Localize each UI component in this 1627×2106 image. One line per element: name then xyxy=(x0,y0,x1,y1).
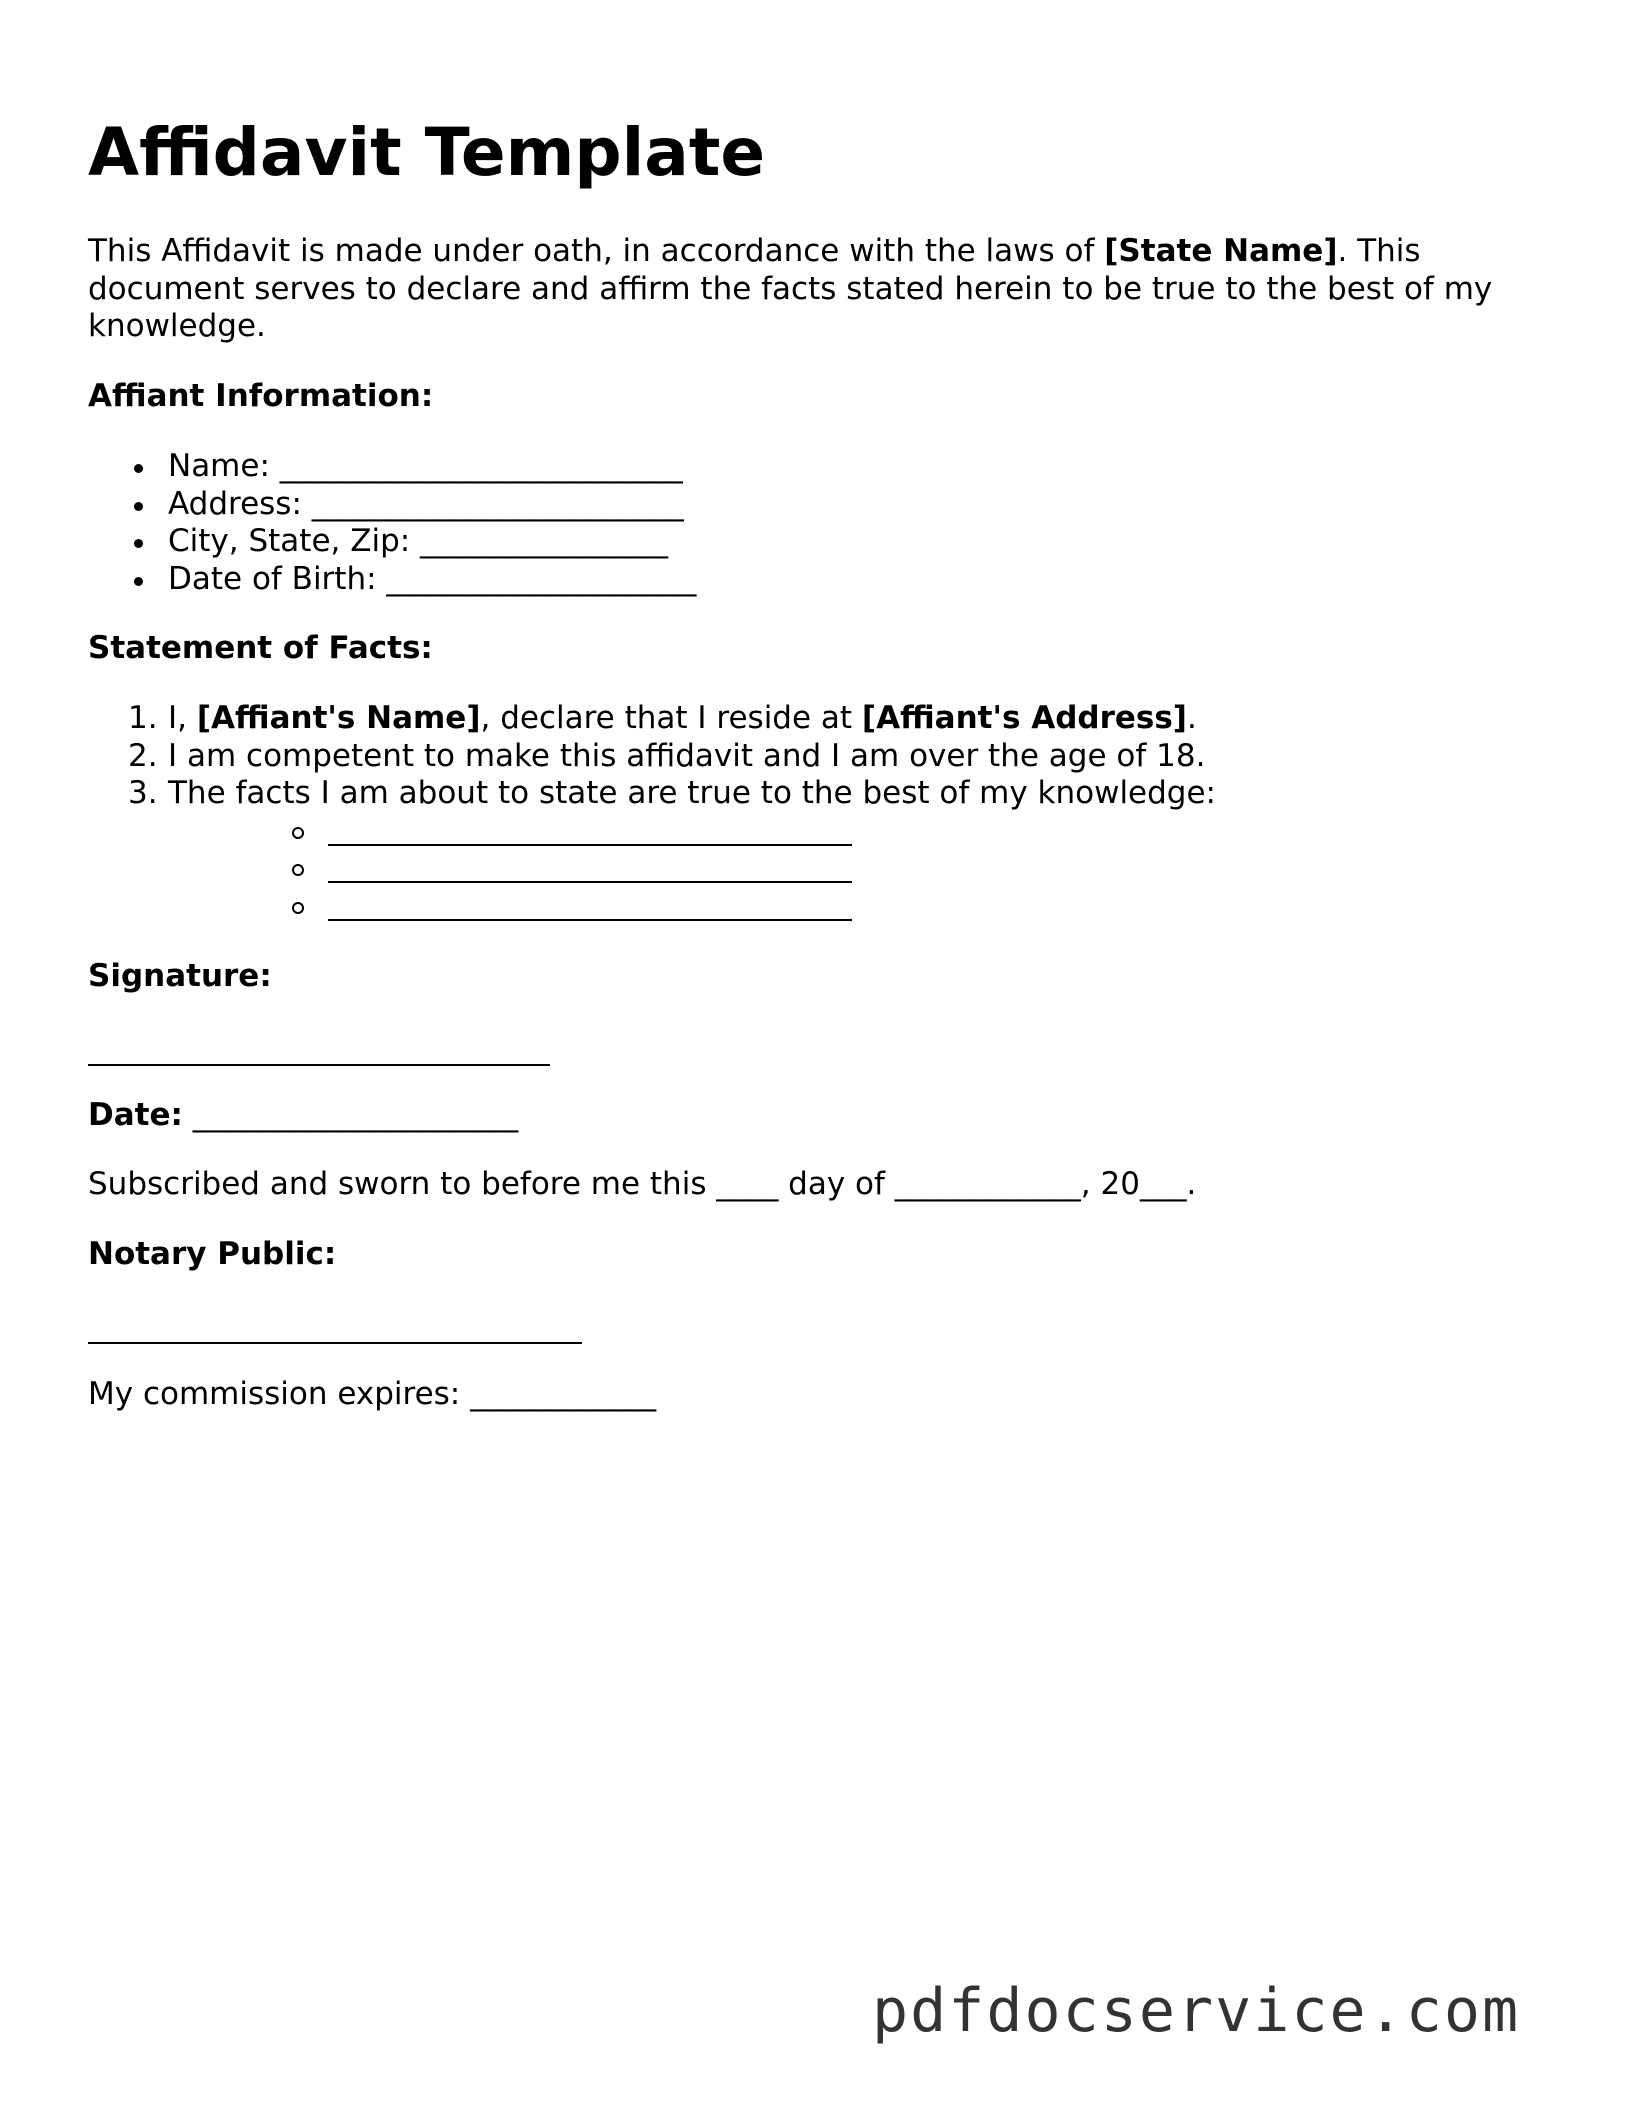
fact-text: I am competent to make this affidavit and I am over the age of 18. xyxy=(168,737,1206,774)
affiant-name-placeholder: [Affiant's Name] xyxy=(196,700,481,736)
fact-blank-line[interactable] xyxy=(328,919,852,921)
intro-text-after: . This document serves to declare and affirm the facts stated herein to be true to the best of my knowledge. xyxy=(88,233,1493,344)
city-state-zip-field[interactable]: City, State, Zip: ________________ xyxy=(168,523,669,559)
bullet-icon xyxy=(134,577,143,586)
list-item xyxy=(88,775,1216,925)
watermark: pdfdocservice.com xyxy=(872,1976,1521,2046)
list-item xyxy=(88,523,696,561)
signature-heading: Signature: xyxy=(88,958,272,994)
notary-signature-line[interactable] xyxy=(88,1342,582,1344)
fact-blanks-list xyxy=(168,813,1216,926)
commission-expires: My commission expires: ____________ xyxy=(88,1376,657,1412)
fact-blank-line[interactable] xyxy=(328,881,852,883)
list-number: 2. xyxy=(128,737,158,774)
circle-bullet-icon xyxy=(292,827,304,839)
list-item xyxy=(168,888,1216,926)
signature-line[interactable] xyxy=(88,1064,550,1066)
circle-bullet-icon xyxy=(292,864,304,876)
list-item xyxy=(88,561,696,599)
list-item xyxy=(88,448,696,486)
affiant-address-placeholder: [Affiant's Address] xyxy=(861,700,1187,736)
bullet-icon xyxy=(134,502,143,511)
intro-text-before: This Affidavit is made under oath, in accordance with the laws of xyxy=(88,233,1105,269)
state-name-placeholder: [State Name] xyxy=(1104,233,1338,269)
list-number: 1. xyxy=(128,700,158,736)
date-of-birth-field[interactable]: Date of Birth: ____________________ xyxy=(168,560,697,597)
circle-bullet-icon xyxy=(292,902,304,914)
name-field[interactable]: Name: __________________________ xyxy=(168,448,683,484)
fact-text: The facts I am about to state are true to the best of my knowledge: xyxy=(168,775,1217,811)
bullet-icon xyxy=(134,464,143,473)
statement-of-facts-list xyxy=(88,700,1216,925)
fact-text: I, xyxy=(168,700,197,736)
list-item xyxy=(168,813,1216,851)
list-number: 3. xyxy=(128,775,158,811)
page-title: Affidavit Template xyxy=(88,114,766,191)
date-label: Date: xyxy=(88,1097,183,1133)
statement-of-facts-heading: Statement of Facts: xyxy=(88,630,433,666)
list-item xyxy=(88,738,1216,776)
affiant-information-heading: Affiant Information: xyxy=(88,378,434,414)
sworn-statement: Subscribed and sworn to before me this ____ day of ____________, 20___. xyxy=(88,1166,1197,1202)
address-field[interactable]: Address: ________________________ xyxy=(168,485,684,522)
list-item xyxy=(88,486,696,524)
date-field[interactable]: _____________________ xyxy=(182,1097,519,1133)
date-row xyxy=(88,1097,518,1135)
intro-paragraph xyxy=(88,233,1548,346)
notary-public-heading: Notary Public: xyxy=(88,1236,337,1272)
list-item xyxy=(88,700,1216,738)
affiant-information-list xyxy=(88,448,696,598)
bullet-icon xyxy=(134,539,143,548)
fact-text: . xyxy=(1186,700,1197,736)
fact-blank-line[interactable] xyxy=(328,844,852,846)
list-item xyxy=(168,850,1216,888)
fact-text: , declare that I reside at xyxy=(480,700,862,736)
